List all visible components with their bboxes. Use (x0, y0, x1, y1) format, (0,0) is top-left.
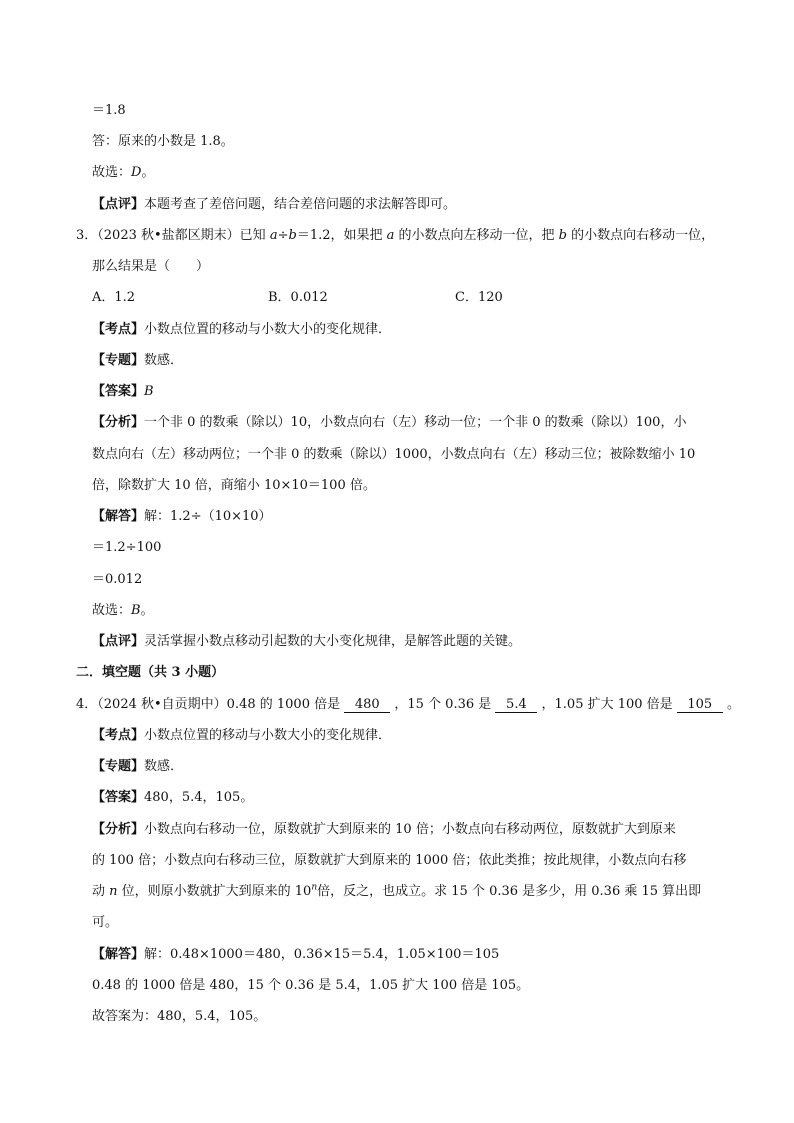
comment-text: 本题考查了差倍问题，结合差倍问题的求法解答即可。 (144, 197, 457, 212)
jieda-line-1 (92, 509, 272, 525)
kaodian-line (92, 728, 391, 744)
option-b: B．0.012 (268, 290, 328, 305)
question-number: 4． (76, 697, 98, 712)
choice-letter: D (131, 165, 142, 180)
kaodian-text: 小数点位置的移动与小数大小的变化规律． (144, 322, 392, 337)
var-b: b (288, 228, 297, 243)
answer-tag: 【答案】 (92, 384, 145, 399)
var-n: n (109, 884, 118, 899)
fenxi-part-b: 位，则原小数就扩大到原来的 10 (117, 884, 312, 899)
kaodian-text: 小数点位置的移动与小数大小的变化规律． (144, 728, 392, 743)
comment-tag: 【点评】 (92, 197, 145, 212)
fenxi-line-1 (92, 415, 686, 431)
question-3-stem-line2: 那么结果是（ ） (92, 259, 210, 274)
dianping-line (92, 634, 521, 650)
zhuanti-line (92, 759, 183, 775)
dianping-tag: 【点评】 (92, 634, 145, 649)
jieda-text: 解：0.48×1000＝480，0.36×15＝5.4，1.05×100＝105 (144, 947, 500, 962)
fenxi-line-3: 倍，除数扩大 10 倍，商缩小 10×10＝100 倍。 (92, 478, 376, 493)
choice-label: 故选： (92, 603, 132, 618)
choice-letter: B (131, 603, 141, 618)
section-heading: 二．填空题（共 3 小题） (76, 665, 225, 680)
option-c: C．120 (455, 290, 503, 305)
choice-line (92, 165, 154, 181)
answer-key-line (92, 384, 154, 400)
question-3-stem (76, 228, 714, 244)
answer-text: 480，5.4，105。 (144, 790, 254, 805)
fenxi-tag: 【分析】 (92, 415, 145, 430)
jieda-line-1 (92, 947, 499, 963)
blank-2: 5.4 (495, 697, 537, 713)
fenxi-part-c: 倍，反之，也成立。求 15 个 0.36 是多少，用 0.36 乘 15 算出即 (317, 884, 702, 899)
question-3-options (92, 290, 503, 306)
exponent-n: n (311, 882, 318, 893)
jieda-text: 解：1.2÷（10×10） (144, 509, 272, 524)
question-source: （2023 秋•盐都区期末）已知 (97, 228, 270, 243)
zhuanti-line (92, 353, 183, 369)
fenxi-tag: 【分析】 (92, 822, 145, 837)
var-b: b (558, 228, 567, 243)
stem-mid: ＝1.2，如果把 (296, 228, 387, 243)
solution-line: ＝1.8 (92, 103, 126, 118)
dianping-text: 灵活掌握小数点移动引起数的大小变化规律，是解答此题的关键。 (144, 634, 522, 649)
question-number: 3． (76, 228, 98, 243)
fenxi-line-2: 的 100 倍；小数点向右移动三位，原数就扩大到原来的 1000 倍；依此类推；按此规律，小数点向右移 (92, 853, 687, 868)
stem-mid2: 的小数点向左移动一位，把 (394, 228, 559, 243)
fenxi-line-4: 可。 (92, 915, 119, 930)
jieda-line-3: ＝0.012 (92, 572, 143, 587)
var-a: a (386, 228, 395, 243)
answer-line: 答：原来的小数是 1.8。 (92, 134, 234, 149)
fenxi-line-2: 数点向右（左）移动两位；一个非 0 的数乘（除以）1000，小数点向右（左）移动三位；被除数缩小 10 (92, 447, 696, 462)
blank-3: 105 (677, 697, 723, 713)
fenxi-line-1 (92, 822, 676, 838)
choice-label: 故选： (92, 165, 132, 180)
choice-end: 。 (140, 603, 154, 618)
blank-1: 480 (344, 697, 390, 713)
fenxi-text: 小数点向右移动一位，原数就扩大到原来的 10 倍；小数点向右移动两位，原数就扩大到原来 (144, 822, 676, 837)
jieda-line-2: 0.48 的 1000 倍是 480，15 个 0.36 是 5.4，1.05 扩大 100 倍是 105。 (92, 978, 530, 993)
op-divide: ÷ (277, 228, 289, 243)
question-4-stem (76, 697, 740, 713)
stem-part-3: ，1.05 扩大 100 倍是 (537, 697, 677, 712)
zhuanti-tag: 【专题】 (92, 759, 145, 774)
answer-text: B (144, 384, 154, 399)
kaodian-tag: 【考点】 (92, 728, 145, 743)
answer-tag: 【答案】 (92, 790, 145, 805)
zhuanti-text: 数感． (144, 353, 184, 368)
fenxi-line-3 (92, 884, 701, 900)
zhuanti-text: 数感． (144, 759, 184, 774)
zhuanti-tag: 【专题】 (92, 353, 145, 368)
option-a: A．1.2 (92, 290, 136, 305)
choice-line (92, 603, 154, 619)
fenxi-text: 一个非 0 的数乘（除以）10，小数点向右（左）移动一位；一个非 0 的数乘（除以）100，小 (144, 415, 687, 430)
stem-part-4: 。 (722, 697, 740, 712)
jieda-line-3: 故答案为：480，5.4，105。 (92, 1009, 267, 1024)
stem-part-1: （2024 秋•自贡期中）0.48 的 1000 倍是 (97, 697, 345, 712)
choice-end: 。 (141, 165, 155, 180)
jieda-tag: 【解答】 (92, 509, 145, 524)
kaodian-line (92, 322, 391, 338)
fenxi-part-a: 动 (92, 884, 110, 899)
stem-end: 的小数点向右移动一位， (566, 228, 715, 243)
answer-key-line (92, 790, 253, 806)
stem-part-2: ，15 个 0.36 是 (390, 697, 496, 712)
comment-line (92, 197, 456, 213)
var-a: a (269, 228, 278, 243)
kaodian-tag: 【考点】 (92, 322, 145, 337)
jieda-line-2: ＝1.2÷100 (92, 540, 162, 555)
jieda-tag: 【解答】 (92, 947, 145, 962)
